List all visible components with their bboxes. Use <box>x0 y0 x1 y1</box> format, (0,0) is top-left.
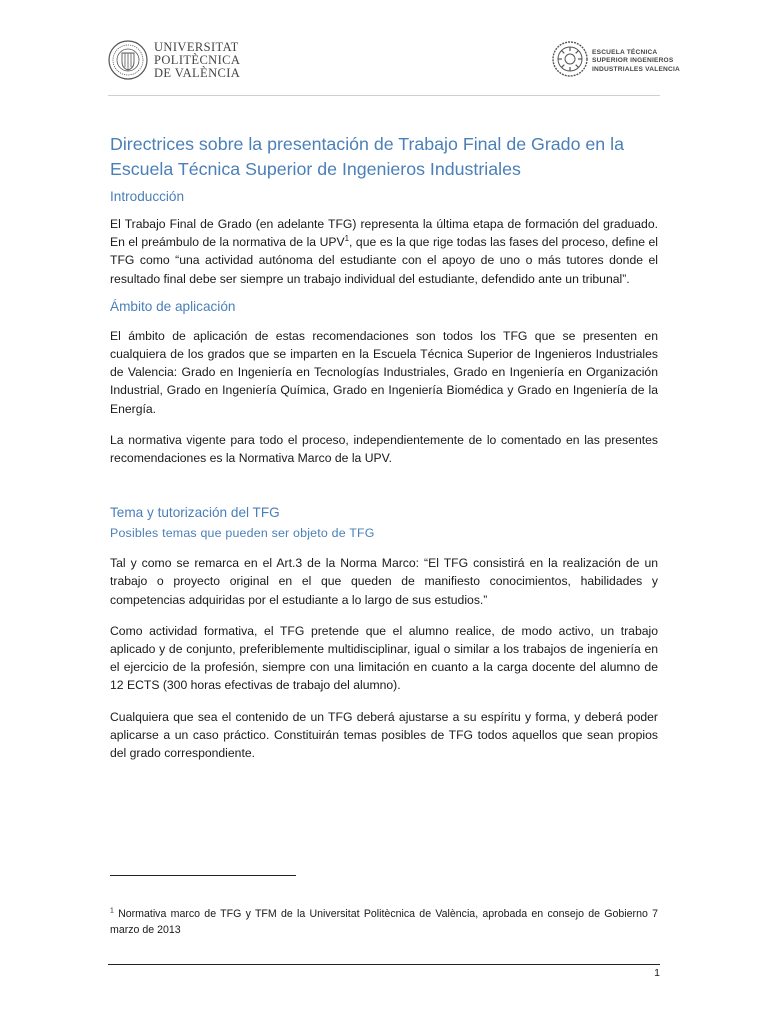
paragraph-intro: El Trabajo Final de Grado (en adelante TFG) representa la última etapa de formación del graduado. En el preámbulo de la normativa de la UPV$^1$, que es la que rige todas las fases del proceso, define el TFG como “una actividad autónoma del estudiante con el apoyo de uno o más tutores donde el resultado final debe ser siempre un trabajo individual del estudiante, defendido ante un tribunal”. <box>110 217 658 286</box>
header-divider <box>108 95 660 96</box>
etsii-logo <box>552 41 692 81</box>
footnote-text: Normativa marco de TFG y TFM de la Universitat Politècnica de València, aprobada en consejo de Gobierno 7 marzo de 2013 <box>110 908 658 936</box>
footnote-divider <box>110 875 296 876</box>
paragraph-tema-3: Cualquiera que sea el contenido de un TFG deberá ajustarse a su espíritu y forma, y deberá poder aplicarse a un caso práctico. Constituirán temas posibles de TFG todos aquellos que sean propios del grado correspondiente. <box>110 709 658 761</box>
paragraph-ambito-2: La normativa vigente para todo el proceso, independientemente de lo comentado en las presentes recomendaciones es la Normativa Marco de la UPV. <box>110 432 658 466</box>
paragraph-tema-1: Tal y como se remarca en el Art.3 de la Norma Marco: “El TFG consistirá en la realización de un trabajo o proyecto original en el que queden de manifiesto conocimientos, habilidades y competencias adquiridas por el estudiante a lo largo de sus estudios.” <box>110 556 658 607</box>
footnote <box>110 906 658 938</box>
footnote-marker: 1 <box>110 907 114 915</box>
paragraph-tema-2: Como actividad formativa, el TFG pretende que el alumno realice, de modo activo, un trabajo aplicado y de conjunto, preferiblemente multidisciplinar, igual o similar a los trabajos de ingeniería en el ejercicio de la profesión, siempre con una limitación en cuanto a la carga docente del alumno de 12 ECTS (300 horas efectivas de trabajo del alumno). <box>110 623 658 693</box>
section-heading-introduccion: Introducción <box>110 189 185 204</box>
page-number: 1 <box>654 967 660 979</box>
document-body <box>110 132 658 762</box>
upv-logo <box>108 40 258 86</box>
footnote-reference[interactable]: 1 <box>344 234 350 244</box>
section-heading-ambito: Ámbito de aplicación <box>110 298 236 314</box>
footer-divider <box>108 964 660 965</box>
page-header <box>0 0 768 100</box>
etsii-wordmark: ESCUELA TÉCNICA SUPERIOR INGENIEROS INDUSTRIALES VALENCIA <box>592 49 680 73</box>
upv-wordmark: UNIVERSITAT POLITÈCNICA DE VALÈNCIA <box>154 40 241 80</box>
subsection-heading-posibles-temas: Posibles temas que pueden ser objeto de TFG <box>110 526 375 541</box>
document-title: Directrices sobre la presentación de Trabajo Final de Grado en la Escuela Técnica Superior de Ingenieros Industriales <box>110 134 624 179</box>
etsii-seal-icon <box>552 41 588 77</box>
upv-seal-icon <box>108 40 148 80</box>
section-heading-tema: Tema y tutorización del TFG <box>110 505 280 521</box>
paragraph-ambito-1: El ámbito de aplicación de estas recomendaciones son todos los TFG que se presenten en cualquiera de los grados que se imparten en la Escuela Técnica Superior de Ingenieros Industriales de Valencia: Grado en Ingeniería en Tecnologías Industriales, Grado en Ingeniería en Organización Industrial, Grado en Ingeniería Química, Grado en Ingeniería Biomédica y Grado en Ingeniería de la Energía. <box>110 328 658 416</box>
